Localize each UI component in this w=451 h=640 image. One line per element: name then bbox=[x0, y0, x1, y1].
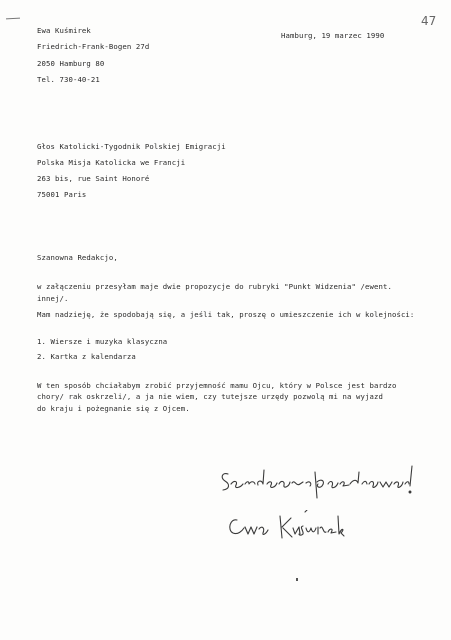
page-number: 47 bbox=[421, 14, 437, 28]
body-p2-line-1: Mam nadzieję, że spodobają się, a jeśli tak, proszę o umieszczenie ich w kolejności: bbox=[37, 310, 415, 319]
corner-pen-mark bbox=[6, 18, 20, 20]
body-p3-line-2: chory/ rak oskrzeli/, a ja nie wiem, czy tutejsze urzędy pozwolą mi na wyjazd bbox=[37, 392, 383, 401]
sender-phone: Tel. 730-40-21 bbox=[37, 75, 100, 84]
body-p3-line-1: W ten sposób chciałabym zrobić przyjemność mamu Ojcu, który w Polsce jest bardzo bbox=[37, 381, 397, 390]
place-date: Hamburg, 19 marzec 1990 bbox=[281, 31, 385, 40]
handwritten-closing bbox=[218, 462, 414, 504]
sender-street: Friedrich-Frank-Bogen 27d bbox=[37, 42, 150, 51]
recipient-line-4: 75001 Paris bbox=[37, 190, 87, 199]
list-item: 1. Wiersze i muzyka klasyczna bbox=[37, 337, 168, 346]
body-p1-line-2: innej/. bbox=[37, 294, 69, 303]
ink-speck bbox=[296, 578, 298, 581]
list-item: 2. Kartka z kalendarza bbox=[37, 352, 136, 361]
recipient-line-3: 263 bis, rue Saint Honoré bbox=[37, 174, 150, 183]
body-p3-line-3: do kraju i pożegnanie się z Ojcem. bbox=[37, 404, 190, 413]
recipient-line-1: Głos Katolicki-Tygodnik Polskiej Emigracji bbox=[37, 142, 226, 151]
sender-city: 2050 Hamburg 80 bbox=[37, 59, 105, 68]
sender-name: Ewa Kuśmirek bbox=[37, 26, 91, 35]
recipient-line-2: Polska Misja Katolicka we Francji bbox=[37, 158, 186, 167]
handwritten-signature bbox=[225, 510, 345, 546]
body-p1-line-1: w załączeniu przesyłam maje dwie propozycje do rubryki "Punkt Widzenia" /ewent. bbox=[37, 282, 392, 291]
salutation: Szanowna Redakcjo, bbox=[37, 253, 118, 262]
